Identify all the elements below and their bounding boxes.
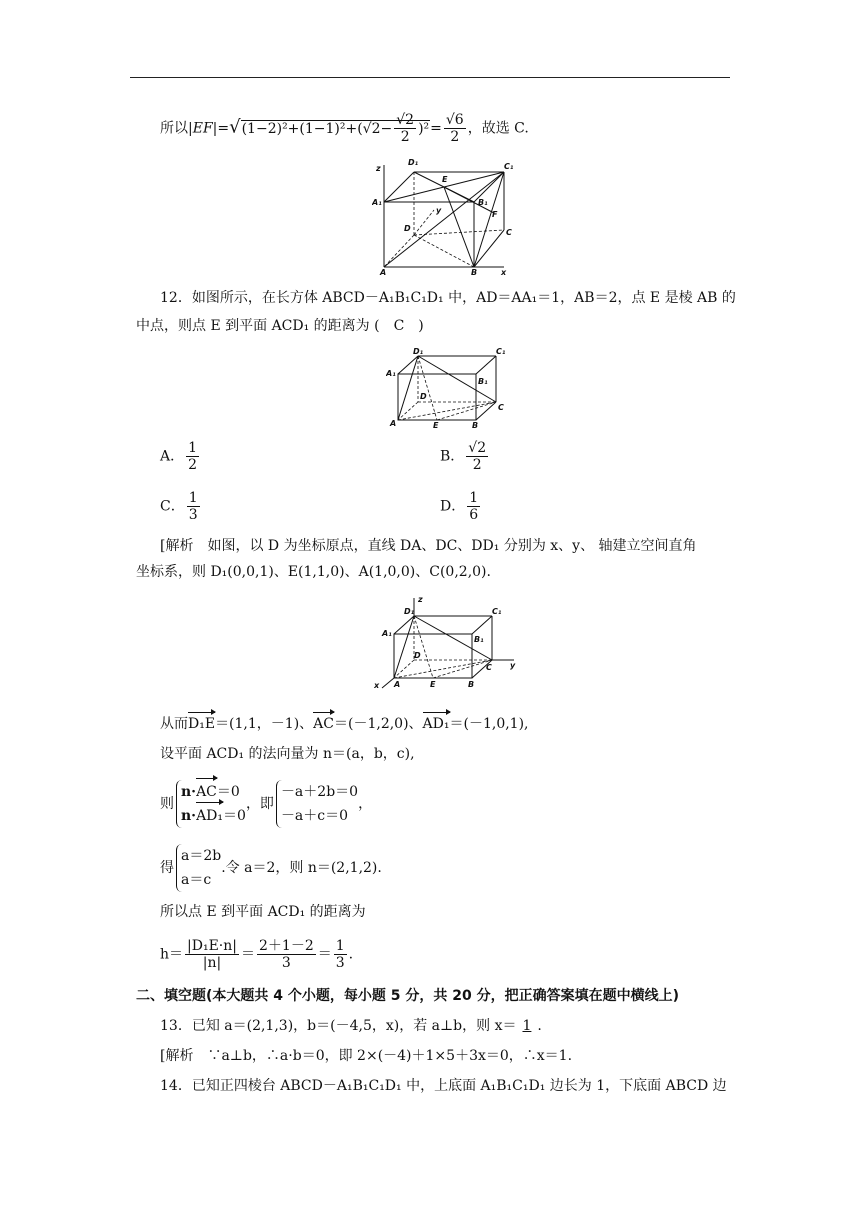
fig2-label-b: B [472,421,479,430]
fig2-label-e: E [433,421,439,430]
ef-result-line: 所以|EF|=√(1−2)²+(1−1)²+(√2− $\frac{√2}{2}$ )²= $\frac{√6}{2}$ ，故选 C. [160,112,529,145]
option-d: D． $\frac{1}{6}$ [440,490,479,523]
distance-intro: 所以点 E 到平面 ACD₁ 的距离为 [160,904,366,920]
q13-analysis: [解析 ∵a⊥b，∴a·b＝0，即 2×(－4)＋1×5＋3x＝0，∴x＝1. [160,1048,573,1064]
fig3-label-a1: A₁ [382,629,392,638]
fig1-label-b: B [471,268,478,275]
fig1-label-z: z [376,164,381,173]
normal-vector-line: 设平面 ACD₁ 的法向量为 n＝(a，b，c), [160,746,415,762]
fig1-label-y: y [436,206,442,215]
q12-line2: 中点，则点 E 到平面 ACD₁ 的距离为 ( C ) [136,318,424,334]
fig2-label-c1: C₁ [496,347,506,356]
fig1-label-a: A [380,268,387,275]
option-a: A． $\frac{1}{2}$ [160,440,198,473]
fig3-label-d1: D₁ [404,607,415,616]
fig3-label-y: y [510,661,516,670]
figure-cuboid-coords [374,594,520,690]
analysis-line2: 坐标系，则 D₁(0,0,1)、E(1,1,0)、A(1,0,0)、C(0,2,0). [136,564,491,580]
fig1-label-d: D [404,224,411,233]
fig3-label-z: z [418,595,423,604]
fig3-label-c: C [486,663,492,672]
analysis-line1: [解析 如图，以 D 为坐标原点，直线 DA、DC、DD₁ 分别为 x、y、 轴建立空间直角 [160,538,697,554]
fig3-label-x: x [374,681,380,690]
header-rule [130,77,730,78]
fig3-label-e: E [430,680,436,689]
q14-line: 14．已知正四棱台 ABCD－A₁B₁C₁D₁ 中，上底面 A₁B₁C₁D₁ 边长为 1，下底面 ABCD 边 [160,1078,727,1094]
fig3-label-b: B [468,680,475,689]
fig1-label-f: F [492,210,498,219]
fig2-label-d: D [420,392,427,401]
fig1-label-c: C [506,228,512,237]
system-line: 则 n·AC＝0 n·AD₁＝0 ，即 －a＋2b＝0 －a＋c＝0 ， [160,780,372,828]
fig1-label-x: x [501,268,507,275]
fig1-label-b1: B₁ [478,198,488,207]
fig1-label-a1: A₁ [372,198,382,207]
figure-cuboid-q12 [386,346,506,430]
q12-line1: 12．如图所示，在长方体 ABCD－A₁B₁C₁D₁ 中，AD＝AA₁＝1，AB＝2，点 E 是棱 AB 的 [160,290,736,306]
option-c: C． $\frac{1}{3}$ [160,490,198,523]
fig3-label-d: D [414,651,421,660]
fig2-label-a: A [390,419,397,428]
fig1-label-e: E [442,175,448,184]
solve-line: 得 a＝2b a＝c .令 a＝2，则 n＝(2,1,2). [160,844,382,892]
q13-line: 13．已知 a＝(2,1,3)，b＝(－4,5，x)，若 a⊥b，则 x＝ 1 . [160,1018,542,1034]
fig2-label-d1: D₁ [413,347,424,356]
fig2-label-a1: A₁ [386,369,396,378]
fig2-label-b1: B₁ [478,377,488,386]
fig2-label-c: C [498,403,504,412]
section-heading-fill-in: 二、填空题(本大题共 4 个小题，每小题 5 分，共 20 分，把正确答案填在题中横线上) [136,988,680,1004]
fig3-label-b1: B₁ [474,635,484,644]
fig1-label-d1: D₁ [408,158,419,167]
fig3-label-c1: C₁ [492,607,502,616]
distance-formula: h＝ $\frac{\text{|D₁E·n|}}{|n|}$ ＝ $\frac{2+1-2}{3}$ ＝ $\frac{1}{3}$ . [160,938,354,971]
figure-cuboid-ef [372,155,518,275]
option-b: B． $\frac{√2}{2}$ [440,440,487,473]
fig3-label-a: A [394,680,401,689]
vector-line: 从而D₁E＝(1,1，－1)、AC＝(－1,2,0)、AD₁＝(－1,0,1), [160,716,529,732]
fig1-label-c1: C₁ [504,162,514,171]
